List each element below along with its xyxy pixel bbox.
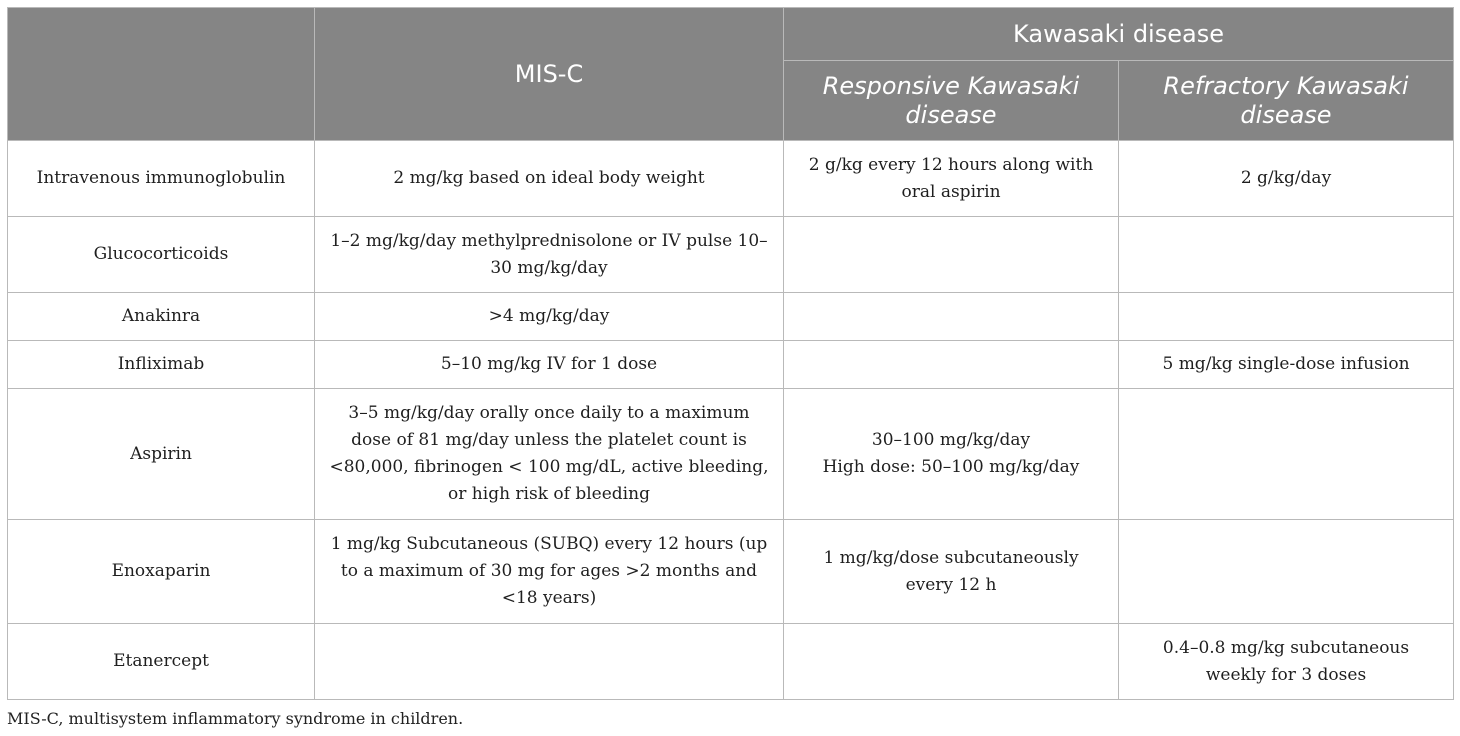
cell-refractory: 5 mg/kg single-dose infusion (1119, 341, 1454, 389)
cell-refractory (1119, 217, 1454, 293)
cell-drug: Infliximab (8, 341, 315, 389)
table-row (8, 624, 1454, 700)
header-misc: MIS-C (315, 8, 784, 141)
cell-misc: 2 mg/kg based on ideal body weight (315, 141, 784, 217)
table-footnote: MIS-C, multisystem inflammatory syndrome in children. (7, 709, 464, 728)
header-corner-cell (8, 8, 315, 141)
cell-responsive (784, 341, 1119, 389)
cell-drug: Anakinra (8, 293, 315, 341)
header-refractory-kawasaki: Refractory Kawasaki disease (1119, 61, 1454, 141)
cell-drug: Glucocorticoids (8, 217, 315, 293)
dosing-table-container (7, 7, 1453, 700)
cell-misc: 3–5 mg/kg/day orally once daily to a maximum dose of 81 mg/day unless the platelet count is <80,000, fibrinogen < 100 mg/dL, active bleeding, or high risk of bleeding (315, 389, 784, 520)
table-row (8, 389, 1454, 520)
table-row (8, 293, 1454, 341)
cell-drug: Enoxaparin (8, 520, 315, 624)
cell-misc: 1–2 mg/kg/day methylprednisolone or IV pulse 10–30 mg/kg/day (315, 217, 784, 293)
header-kawasaki: Kawasaki disease (784, 8, 1454, 61)
cell-responsive (784, 624, 1119, 700)
cell-misc: 5–10 mg/kg IV for 1 dose (315, 341, 784, 389)
cell-refractory: 0.4–0.8 mg/kg subcutaneous weekly for 3 doses (1119, 624, 1454, 700)
cell-responsive (784, 293, 1119, 341)
cell-refractory (1119, 389, 1454, 520)
cell-refractory: 2 g/kg/day (1119, 141, 1454, 217)
dosing-table (7, 7, 1454, 700)
cell-drug: Intravenous immunoglobulin (8, 141, 315, 217)
header-responsive-kawasaki: Responsive Kawasaki disease (784, 61, 1119, 141)
cell-responsive (784, 217, 1119, 293)
cell-responsive: 30–100 mg/kg/day High dose: 50–100 mg/kg/day (784, 389, 1119, 520)
table-row (8, 217, 1454, 293)
cell-misc (315, 624, 784, 700)
cell-responsive: 2 g/kg every 12 hours along with oral aspirin (784, 141, 1119, 217)
cell-misc: >4 mg/kg/day (315, 293, 784, 341)
cell-refractory (1119, 293, 1454, 341)
cell-responsive: 1 mg/kg/dose subcutaneously every 12 h (784, 520, 1119, 624)
table-row (8, 341, 1454, 389)
cell-drug: Aspirin (8, 389, 315, 520)
cell-misc: 1 mg/kg Subcutaneous (SUBQ) every 12 hours (up to a maximum of 30 mg for ages >2 months and <18 years) (315, 520, 784, 624)
table-row (8, 520, 1454, 624)
cell-refractory (1119, 520, 1454, 624)
table-row (8, 141, 1454, 217)
cell-drug: Etanercept (8, 624, 315, 700)
